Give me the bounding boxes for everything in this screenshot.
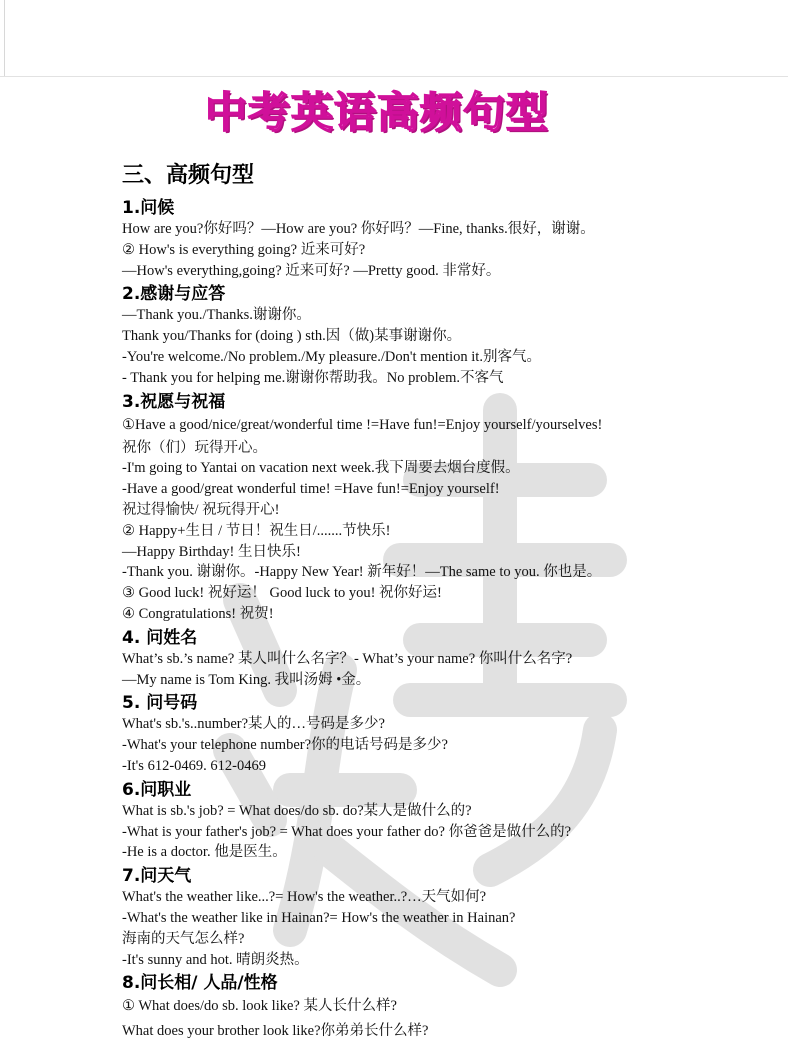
block-heading: 8.问长相/ 人品/性格 (122, 973, 278, 994)
text-line: -What's your telephone number?你的电话号码是多少? (122, 737, 448, 754)
text-line: - Thank you for helping me.谢谢你帮助我。No problem.不客气 (122, 369, 504, 386)
text-line: What is sb.'s job? = What does/do sb. do?某人是做什么的? (122, 802, 472, 819)
text-line: -Thank you. 谢谢你。-Happy New Year! 新年好！—The same to you. 你也是。 (122, 564, 602, 581)
block-ask-appearance (122, 972, 762, 1044)
text-line: ② Happy+生日 / 节日！祝生日/.......节快乐! (122, 522, 391, 539)
text-line: -You're welcome./No problem./My pleasure./Don't mention it.别客气。 (122, 348, 541, 365)
document-body (122, 158, 762, 1044)
text-line: How are you?你好吗？—How are you? 你好吗？—Fine, thanks.很好，谢谢。 (122, 221, 595, 237)
page-title: 中考英语高频句型 (205, 88, 550, 137)
text-line: -He is a doctor. 他是医生。 (122, 844, 287, 861)
block-heading: 3.祝愿与祝福 (122, 391, 226, 412)
text-line: ① What does/do sb. look like? 某人长什么样? (122, 998, 397, 1015)
block-ask-job (122, 779, 762, 863)
text-line: ④ Congratulations! 祝贺! (122, 605, 274, 622)
block-heading: 1.问候 (122, 198, 175, 218)
text-line: What's the weather like...?= How's the weather..?…天气如何? (122, 889, 487, 906)
block-ask-number (122, 692, 762, 776)
block-heading: 5. 问号码 (122, 693, 198, 714)
text-line: -I'm going to Yantai on vacation next week.我下周要去烟台度假。 (122, 460, 520, 477)
text-line: —My name is Tom King. 我叫汤姆 •金。 (122, 671, 371, 688)
text-line: What does your brother look like?你弟弟长什么样? (122, 1023, 429, 1040)
text-line: -What's the weather like in Hainan?= How's the weather in Hainan? (122, 909, 516, 926)
block-heading: 6.问职业 (122, 779, 192, 800)
text-line: ①Have a good/nice/great/wonderful time !=Have fun!=Enjoy yourself/yourselves! (122, 416, 603, 433)
block-heading: 2.感谢与应答 (122, 284, 226, 305)
text-line: —Happy Birthday! 生日快乐! (122, 543, 301, 560)
text-line: 祝你（们）玩得开心。 (122, 439, 267, 456)
text-line: Thank you/Thanks for (doing ) sth.因（做)某事谢谢你。 (122, 328, 462, 345)
text-line: -It's 612-0469. 612-0469 (122, 757, 266, 774)
block-wishes (122, 391, 762, 625)
block-greeting (122, 197, 762, 281)
block-heading: 4. 问姓名 (122, 627, 198, 648)
text-line: What’s sb.’s name? 某人叫什么名字？- What’s your name? 你叫什么名字? (122, 650, 573, 667)
block-heading: 7.问天气 (122, 866, 192, 887)
text-line: What's sb.'s..number?某人的…号码是多少? (122, 716, 385, 733)
block-ask-weather (122, 865, 762, 970)
page-top-strip (0, 0, 788, 77)
text-line: ② How's is everything going? 近来可好? (122, 241, 366, 258)
block-thanks (122, 283, 762, 388)
text-line: -Have a good/great wonderful time! =Have fun!=Enjoy yourself! (122, 481, 500, 498)
text-line: -What is your father's job? = What does your father do? 你爸爸是做什么的? (122, 823, 572, 840)
section-heading: 三、高频句型 (122, 163, 255, 188)
page-edge-line (4, 0, 5, 76)
text-line: ③ Good luck! 祝好运！ Good luck to you! 祝你好运! (122, 585, 442, 602)
text-line: —How's everything,going? 近来可好? —Pretty good. 非常好。 (122, 262, 501, 279)
text-line: 祝过得愉快/ 祝玩得开心! (122, 501, 280, 518)
block-ask-name (122, 627, 762, 691)
text-line: —Thank you./Thanks.谢谢你。 (122, 307, 311, 324)
text-line: -It's sunny and hot. 晴朗炎热。 (122, 951, 309, 968)
text-line: 海南的天气怎么样? (122, 930, 245, 947)
